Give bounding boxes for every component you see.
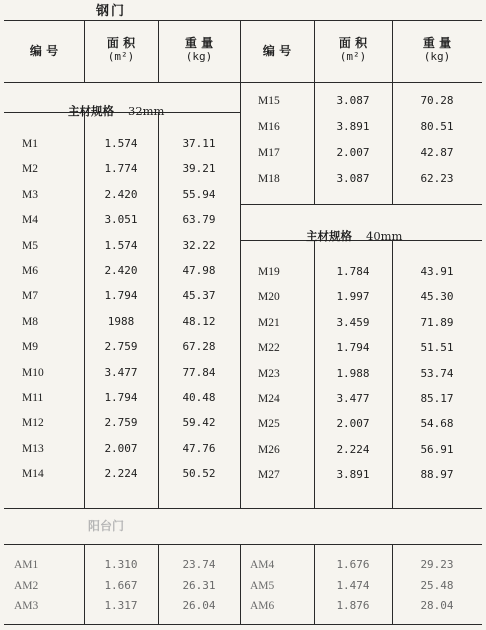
row-code: M1 [22,138,38,150]
row-area: 1.784 [336,265,370,278]
row-weight: 53.74 [420,366,454,380]
row-weight: 80.51 [420,120,454,133]
header-area [84,36,158,64]
row-weight: 45.30 [420,290,454,304]
row-weight: 55.94 [182,187,216,201]
row-code: M23 [258,367,280,380]
row-area: 3.087 [336,172,370,185]
row-area: 1.676 [336,558,370,571]
center-divider [240,20,241,508]
row-area: 2.224 [104,467,138,481]
row-code: M5 [22,239,38,252]
row-code: AM2 [14,579,39,592]
header-weight-unit: (kg) [423,50,451,63]
row-area: 3.891 [336,120,370,133]
section2-title [88,517,124,534]
center-divider [240,544,241,624]
header-code-label: 编 号 [262,44,292,58]
row-area: 3.891 [336,468,370,482]
row-area: 1.667 [104,578,138,592]
row-code: M9 [22,341,38,354]
row-code: M25 [258,418,280,431]
row-weight: 50.52 [182,467,216,481]
row-code: M11 [22,392,44,404]
row-weight: 54.68 [420,417,454,431]
row-weight: 29.23 [420,558,454,571]
row-area: 2.759 [104,340,138,354]
row-weight: 59.42 [182,416,216,430]
row-area: 3.087 [336,94,370,107]
row-area: 2.007 [336,146,370,159]
row-code: AM4 [250,559,275,571]
row-code: M21 [258,316,280,329]
table-top-rule [4,20,482,21]
row-weight: 67.28 [182,340,216,354]
row-area: 1.574 [104,137,138,150]
header-weight-label: 重 量 [184,36,214,50]
row-weight: 37.11 [182,137,216,150]
row-area: 1.310 [104,558,138,571]
row-code: M6 [22,265,38,277]
row-weight: 62.23 [420,172,454,185]
row-weight: 40.48 [182,391,216,404]
row-area: 1.794 [104,289,138,303]
row-code: AM3 [14,600,39,612]
row-code: M2 [22,163,38,176]
row-area: 1.997 [336,290,370,304]
row-code: M19 [258,266,280,278]
row-code: AM6 [250,600,275,612]
row-code: M26 [258,443,280,456]
header-bottom-rule [4,82,482,83]
row-code: M20 [258,291,280,304]
header-area-label: 面 积 [106,36,136,50]
header-area-unit: (m²) [339,50,367,63]
row-weight: 26.04 [182,599,216,612]
row-weight: 56.91 [420,442,454,456]
row-weight: 26.31 [182,578,216,592]
row-code: M7 [22,290,38,303]
row-area: 2.007 [336,417,370,431]
row-weight: 51.51 [420,341,454,355]
right-spec-top-rule [240,204,482,205]
row-code: AM5 [250,579,275,592]
row-code: M14 [22,468,44,481]
header-code [240,44,314,58]
page-title: 钢门 [96,4,127,19]
header-area-unit: (m²) [107,50,135,63]
row-code: M10 [22,366,44,379]
row-area: 2.007 [104,441,138,455]
row-area: 3.051 [104,213,138,227]
table-bottom-rule [4,508,482,509]
spec-size: 32mm [128,104,165,118]
row-area: 1.474 [336,578,370,592]
row-area: 1.988 [336,366,370,380]
header-weight-unit: (kg) [185,50,213,63]
spec-label: 主材规格 [306,229,353,243]
header-weight [392,36,482,64]
row-area: 2.420 [104,187,138,201]
row-area: 1.317 [104,599,138,612]
spec-label: 主材规格 [68,104,115,118]
row-weight: 48.12 [182,314,216,328]
row-code: M12 [22,417,44,430]
row-code: M27 [258,469,280,482]
row-weight: 77.84 [182,365,216,379]
row-code: M22 [258,342,280,355]
row-code: M16 [258,121,280,133]
row-area: 1988 [107,314,135,328]
row-area: 1.774 [104,162,138,176]
row-weight: 63.79 [182,213,216,227]
row-area: 2.224 [336,442,370,456]
header-weight [158,36,240,64]
section2-top-rule [4,544,482,545]
spec-size: 40mm [366,229,403,243]
row-weight: 43.91 [420,265,454,278]
row-code: M13 [22,442,44,455]
header-code [4,44,84,58]
row-weight: 88.97 [420,468,454,482]
row-weight: 42.87 [420,146,454,159]
row-code: M4 [22,214,38,227]
header-weight-label: 重 量 [422,36,452,50]
row-weight: 70.28 [420,94,454,107]
row-weight: 47.76 [182,441,216,455]
section2-title-label: 阳台门 [88,519,125,533]
row-code: M18 [258,173,280,185]
row-area: 1.794 [336,341,370,355]
row-area: 3.459 [336,315,370,329]
row-code: M8 [22,315,38,328]
header-area-label: 面 积 [338,36,368,50]
row-area: 1.876 [336,599,370,612]
row-area: 1.574 [104,238,138,252]
row-weight: 47.98 [182,264,216,277]
row-weight: 25.48 [420,578,454,592]
row-weight: 45.37 [182,289,216,303]
row-weight: 39.21 [182,162,216,176]
header-code-label: 编 号 [29,44,59,58]
row-area: 3.477 [104,365,138,379]
row-code: M24 [258,393,280,405]
row-code: AM1 [14,559,39,571]
row-area: 3.477 [336,392,370,405]
row-weight: 85.17 [420,392,454,405]
row-code: M17 [258,147,280,159]
section2-bottom-rule [4,624,482,625]
row-weight: 28.04 [420,599,454,612]
row-area: 2.759 [104,416,138,430]
row-weight: 23.74 [182,558,216,571]
right-spec [298,214,402,244]
row-area: 2.420 [104,264,138,277]
row-weight: 32.22 [182,238,216,252]
row-area: 1.794 [104,391,138,404]
row-code: M15 [258,95,280,107]
header-area [314,36,392,64]
left-spec [60,89,164,119]
row-code: M3 [22,188,38,201]
row-weight: 71.89 [420,315,454,329]
